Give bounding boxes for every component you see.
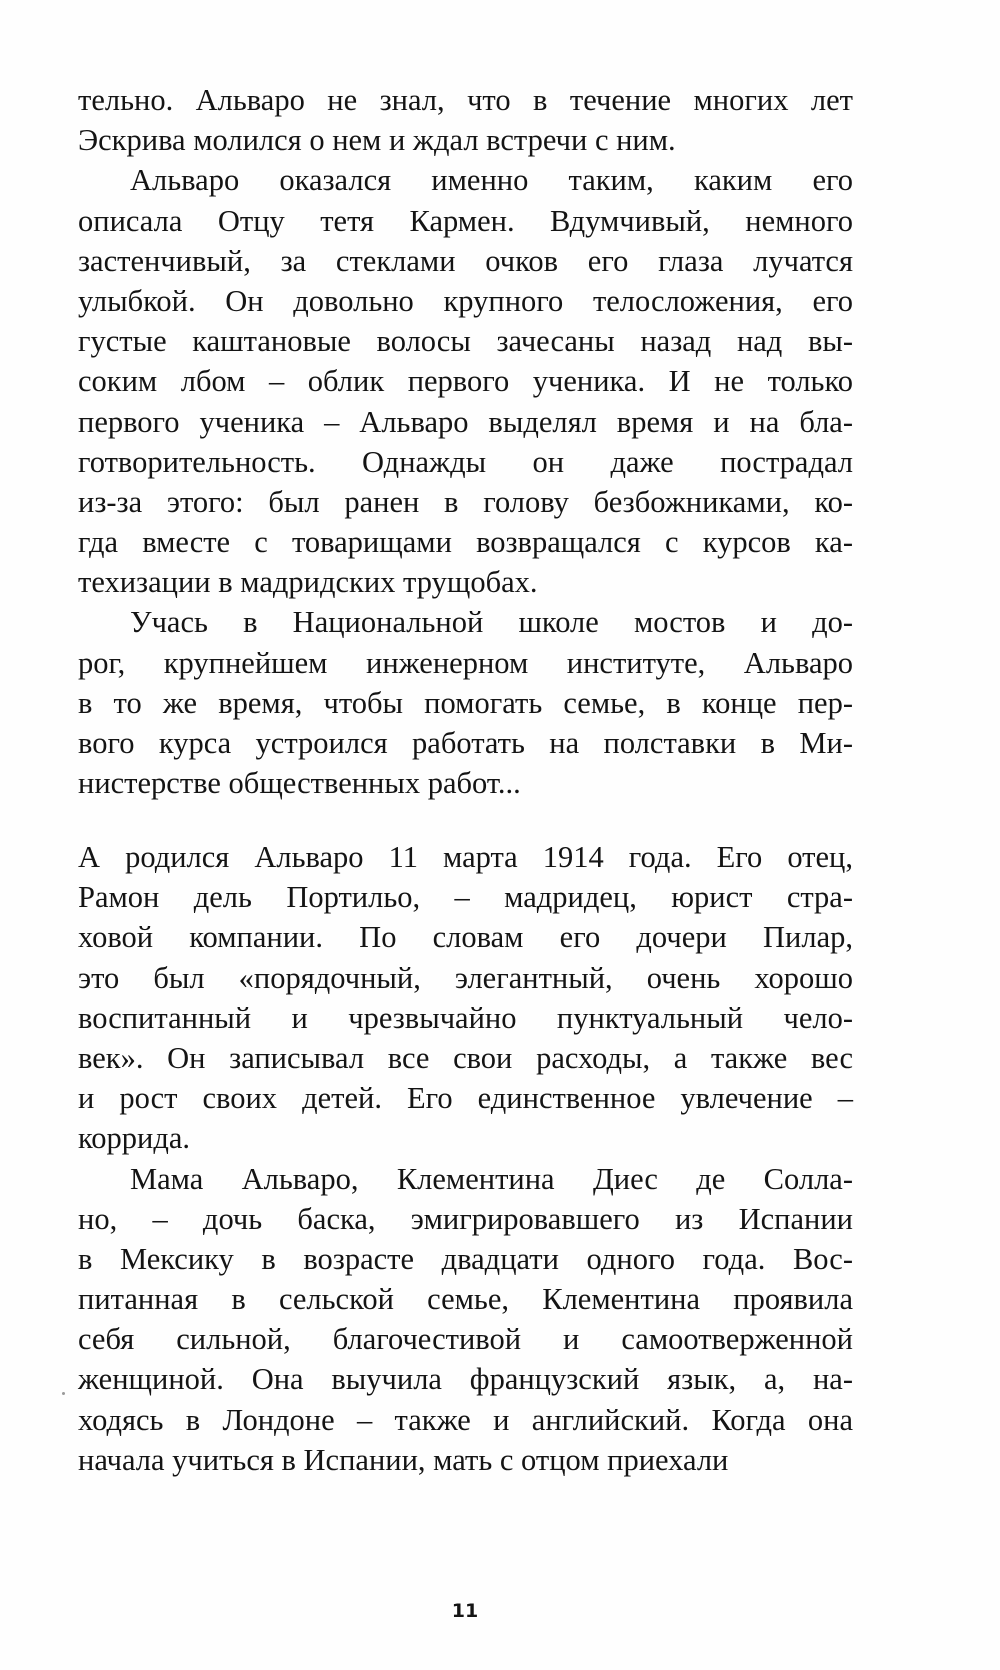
text-line: начала учиться в Испании, мать с отцом приехали bbox=[78, 1442, 729, 1477]
text-line: в Мексику в возрасте двадцати одного года. Вос- bbox=[78, 1241, 853, 1276]
text-line: А родился Альваро 11 марта 1914 года. Его отец, bbox=[78, 840, 853, 874]
paragraph bbox=[78, 80, 853, 160]
text-line: вого курса устроился работать на полставки в Ми- bbox=[78, 726, 853, 760]
text-line: густые каштановые волосы зачесаны назад над вы- bbox=[78, 324, 853, 359]
text-line: это был «порядочный, элегантный, очень хорошо bbox=[78, 960, 853, 995]
text-line: Мама Альваро, Клементина Диес де Солла- bbox=[130, 1161, 853, 1196]
text-line: улыбкой. Он довольно крупного телосложения, его bbox=[78, 283, 853, 318]
paragraph bbox=[78, 160, 853, 602]
text-line: ховой компании. По словам его дочери Пилар, bbox=[78, 920, 853, 955]
page-number: 11 bbox=[451, 1600, 479, 1622]
text-line: Рамон дель Портильо, – мадридец, юрист стра- bbox=[78, 880, 853, 915]
text-line: готворительность. Однажды он даже пострадал bbox=[78, 444, 853, 479]
text-line: первого ученика – Альваро выделял время и на бла- bbox=[78, 404, 853, 439]
text-line: нистерстве общественных работ... bbox=[78, 766, 521, 801]
text-line: женщиной. Она выучила французский язык, а, на- bbox=[78, 1362, 853, 1397]
text-line: себя сильной, благочестивой и самоотверженной bbox=[78, 1322, 853, 1357]
paragraph bbox=[78, 837, 853, 1159]
text-line: и рост своих детей. Его единственное увлечение – bbox=[78, 1081, 853, 1116]
scan-speck bbox=[62, 1392, 65, 1395]
paragraph bbox=[78, 602, 853, 803]
text-line: Учась в Национальной школе мостов и до- bbox=[130, 605, 853, 640]
text-line: гда вместе с товарищами возвращался с курсов ка- bbox=[78, 525, 853, 560]
text-line: соким лбом – облик первого ученика. И не только bbox=[78, 364, 853, 399]
text-line: питанная в сельской семье, Клементина проявила bbox=[78, 1282, 853, 1317]
text-line: в то же время, чтобы помогать семье, в конце пер- bbox=[78, 685, 853, 720]
text-line: век». Он записывал все свои расходы, а также вес bbox=[78, 1040, 853, 1075]
text-line: застенчивый, за стеклами очков его глаза лучатся bbox=[78, 243, 853, 278]
text-line: Эскрива молился о нем и ждал встречи с ним. bbox=[78, 123, 676, 158]
text-line: коррида. bbox=[78, 1121, 191, 1156]
text-line: но, – дочь баска, эмигрировавшего из Испании bbox=[78, 1201, 853, 1236]
text-section-1 bbox=[78, 80, 853, 803]
paragraph bbox=[78, 1159, 853, 1481]
text-line: техизации в мадридских трущобах. bbox=[78, 565, 538, 600]
text-line: тельно. Альваро не знал, что в течение многих лет bbox=[78, 83, 853, 117]
text-section-2 bbox=[78, 837, 853, 1480]
text-line: ходясь в Лондоне – также и английский. Когда она bbox=[78, 1402, 853, 1437]
text-line: описала Отцу тетя Кармен. Вдумчивый, немного bbox=[78, 203, 853, 238]
text-line: из-за этого: был ранен в голову безбожниками, ко- bbox=[78, 484, 853, 519]
text-line: рог, крупнейшем инженерном институте, Альваро bbox=[78, 645, 853, 680]
text-line: воспитанный и чрезвычайно пунктуальный чело- bbox=[78, 1000, 853, 1035]
text-line: Альваро оказался именно таким, каким его bbox=[130, 163, 853, 198]
